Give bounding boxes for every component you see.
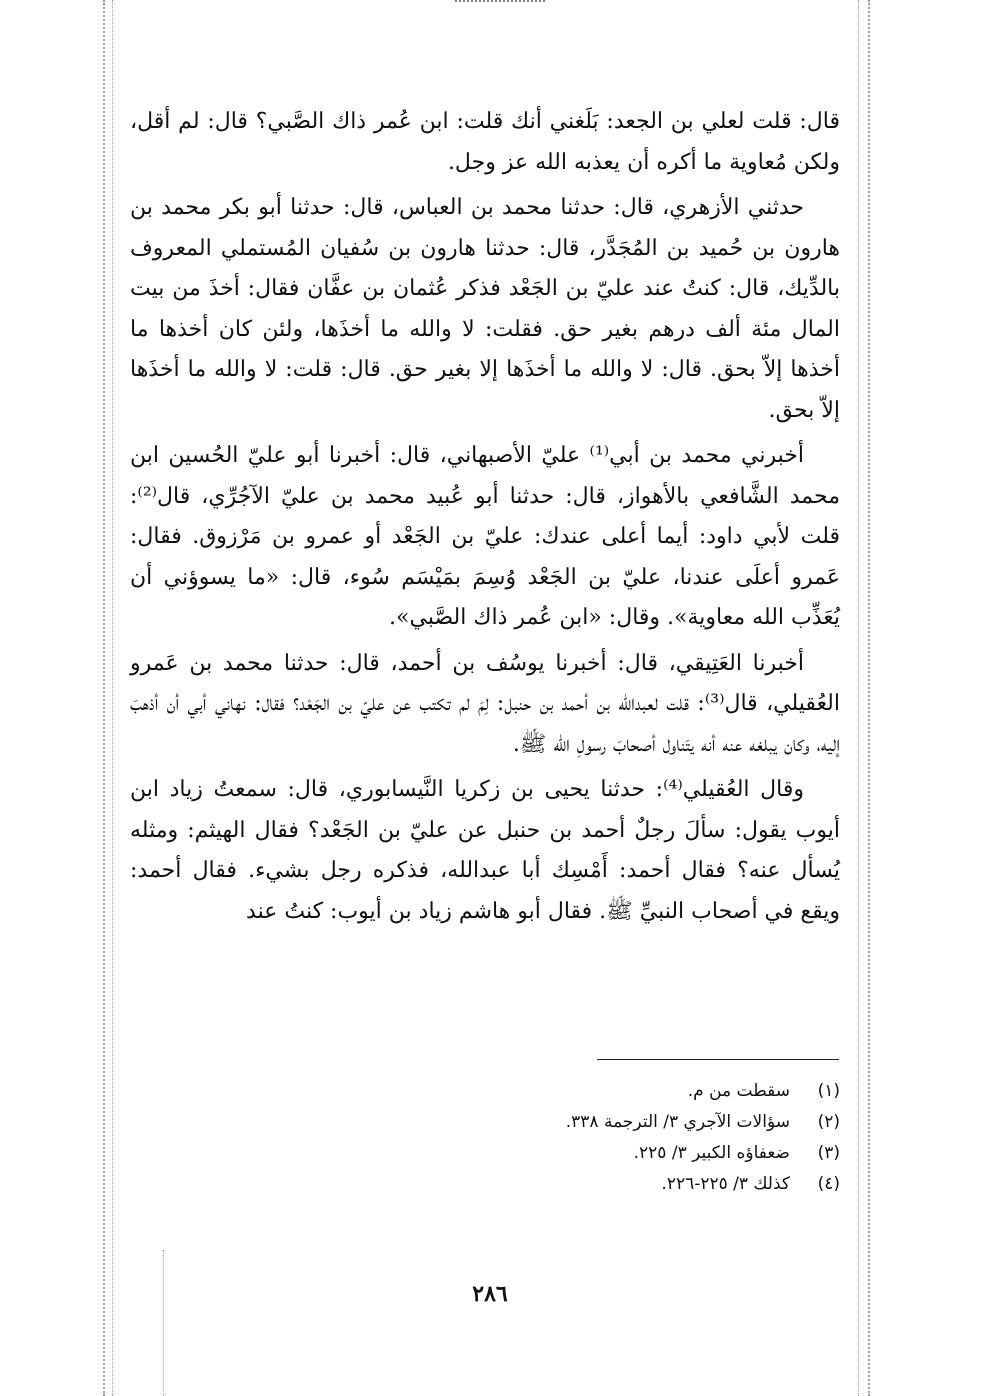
paragraph: أخبرنا العَتِيقي، قال: أخبرنا يوسُف بن أحمد، قال: حدثنا محمد بن عَمرو العُقيلي، قال⁽³⁾: قلت لعبدالله بن أحمد بن حنبل: لِمَ لم تكتب عن عليّ بن الجَعْد؟ فقال: نهاني أبي أن أذهبَ إليه، وكان يبلغه عنه أنه يتَناول أصحابَ رسولِ الله ﷺ. <box>130 650 840 757</box>
paragraph: أخبرني محمد بن أبي⁽¹⁾ عليّ الأصبهاني، قال: أخبرنا أبو عليّ الحُسين ابن محمد الشَّافعي بالأهواز، قال: حدثنا أبو عُبيد محمد بن عليّ الآجُرِّي، قال⁽²⁾: قلت لأبي داود: أيما أعلى عندك: عليّ بن الجَعْد أو عمرو بن مَرْزوق. فقال: عَمرو أعلَى عندنا، عليّ بن الجَعْد وُسِمَ بمَيْسَم سُوء، قال: «ما يسوؤني أن يُعَذِّب الله معاوية». وقال: «ابن عُمر ذاك الصَّبي». <box>130 443 840 630</box>
footnote-text: سقطت من م. <box>687 1081 790 1101</box>
footnote <box>380 1138 840 1169</box>
main-text <box>130 102 840 932</box>
scan-top-mark <box>455 0 545 10</box>
page-number: ٢٨٦ <box>472 1281 508 1307</box>
footnote-text: كذلك ٣/ ٢٢٥-٢٢٦. <box>661 1174 790 1194</box>
footnote <box>380 1169 840 1200</box>
footnote-separator <box>597 1059 839 1060</box>
scan-edge-line <box>858 0 859 1396</box>
scan-edge-line <box>103 0 105 1396</box>
paragraph: قال: قلت لعلي بن الجعد: بَلَغني أنك قلت: ابن عُمر ذاك الصَّبي؟ قال: لم أقل، ولكن مُعاوية ما أكره أن يعذبه الله عز وجل. <box>130 109 840 175</box>
footnote <box>380 1107 840 1138</box>
footnote-number: (٢) <box>817 1112 840 1132</box>
footnote-number: (١) <box>817 1081 840 1101</box>
footnote-text: سؤالات الآجري ٣/ الترجمة ٣٣٨. <box>565 1112 790 1132</box>
scan-edge-line <box>868 0 870 1396</box>
footnote-text: ضعفاؤه الكبير ٣/ ٢٢٥. <box>633 1143 790 1163</box>
scan-edge-line <box>163 1250 164 1396</box>
footnote-number: (٣) <box>817 1143 840 1163</box>
paragraph: حدثني الأزهري، قال: حدثنا محمد بن العباس، قال: حدثنا أبو بكر محمد بن هارون بن حُميد بن المُجَدَّر، قال: حدثنا هارون بن سُفيان المُستملي المعروف بالدِّيك، قال: كنتُ عند عليّ بن الجَعْد فذكر عُثمان بن عفَّان فقال: أخذَ من بيت المال مئة ألف درهم بغير حق. فقلت: لا والله ما أخذَها، ولئن كان أخذها ما أخذها إلاّ بحق. قال: لا والله ما أخذَها إلا بغير حق. قال: قلت: لا والله ما أخذَها إلاّ بحق. <box>130 195 840 423</box>
footnotes <box>380 1076 840 1200</box>
footnote <box>380 1076 840 1107</box>
scan-edge-line <box>112 0 113 1396</box>
footnote-number: (٤) <box>817 1174 840 1194</box>
paragraph: وقال العُقيلي⁽⁴⁾: حدثنا يحيى بن زكريا النَّيسابوري، قال: سمعتُ زياد ابن أيوب يقول: سألَ رجلٌ أحمد بن حنبل عن عليّ بن الجَعْد؟ فقال الهيثم: ومثله يُسأل عنه؟ فقال أحمد: أَمْسِك أبا عبدالله، فذكره رجل بشيء. فقال أحمد: ويقع في أصحاب النبيِّ ﷺ. فقال أبو هاشم زياد بن أيوب: كنتُ عند <box>130 777 840 924</box>
